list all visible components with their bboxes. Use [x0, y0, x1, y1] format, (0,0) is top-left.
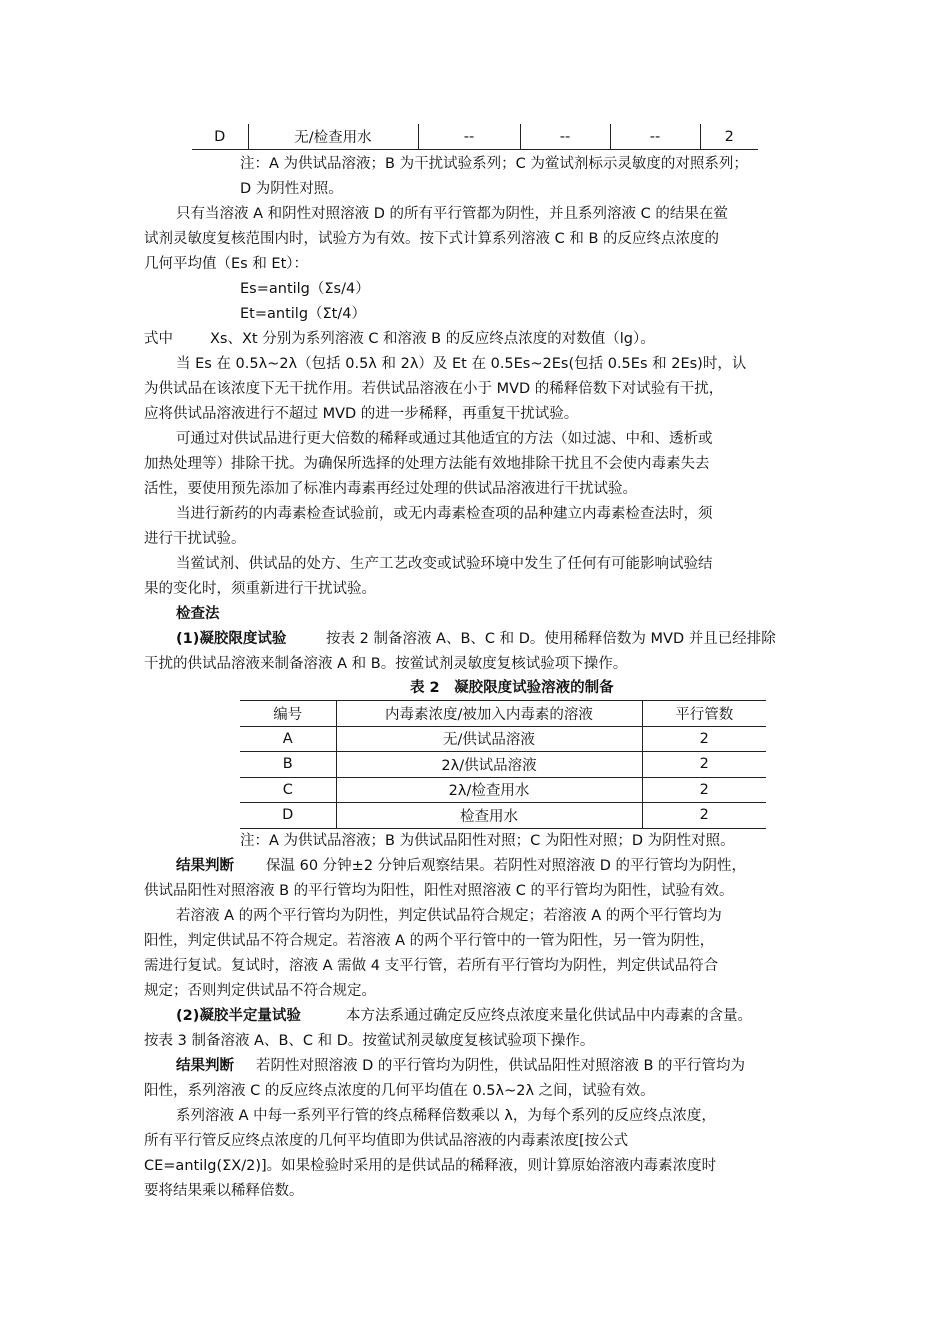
paragraph-line: 几何平均值（Es 和 Et）： — [144, 256, 309, 272]
table-row — [240, 726, 766, 752]
paragraph-line: 当鲎试剂、供试品的处方、生产工艺改变或试验环境中发生了任何有可能影响试验结 — [176, 556, 713, 572]
table-cell: 无/检查用水 — [248, 124, 418, 150]
table-cell: C — [240, 777, 336, 803]
paragraph-line: 本方法系通过确定反应终点浓度来量化供试品中内毒素的含量。 — [346, 1008, 752, 1024]
subsection-heading: (1)凝胶限度试验 — [176, 631, 287, 647]
paragraph-line: 系列溶液 A 中每一系列平行管的终点稀释倍数乘以 λ，为每个系列的反应终点浓度， — [176, 1108, 716, 1124]
table-header-cell: 编号 — [240, 701, 336, 727]
table-cell: D — [192, 124, 248, 150]
paragraph-line: 干扰的供试品溶液来制备溶液 A 和 B。按鲎试剂灵敏度复核试验项下操作。 — [144, 656, 628, 672]
table2 — [240, 700, 766, 829]
table-cell: A — [240, 726, 336, 752]
table-cell: D — [240, 803, 336, 829]
paragraph-line: 阳性，系列溶液 C 的反应终点浓度的几何平均值在 0.5λ~2λ 之间，试验有效。 — [144, 1083, 655, 1099]
paragraph-line: 需进行复试。复试时，溶液 A 需做 4 支平行管，若所有平行管均为阴性，判定供试品符合 — [144, 958, 719, 974]
where-label: 式中 — [144, 331, 173, 347]
table-cell: -- — [418, 124, 520, 150]
table-cell: 2 — [700, 124, 758, 150]
paragraph-line: 应将供试品溶液进行不超过 MVD 的进一步稀释，再重复干扰试验。 — [144, 406, 579, 422]
section-heading: 检查法 — [176, 606, 220, 622]
paragraph-line: 阳性，判定供试品不符合规定。若溶液 A 的两个平行管中的一管为阳性，另一管为阴性， — [144, 933, 715, 949]
table-cell: -- — [520, 124, 610, 150]
table2-caption: 表 2 凝胶限度试验溶液的制备 — [410, 680, 614, 696]
paragraph-line: 当进行新药的内毒素检查试验前，或无内毒素检查项的品种建立内毒素检查法时，须 — [176, 506, 713, 522]
table1-fragment — [192, 124, 758, 150]
paragraph-line: 保温 60 分钟±2 分钟后观察结果。若阴性对照溶液 D 的平行管均为阴性， — [266, 858, 747, 874]
table-header-cell: 内毒素浓度/被加入内毒素的溶液 — [336, 701, 642, 727]
table-row — [240, 752, 766, 778]
formula-es: Es=antilg（Σs/4） — [240, 281, 370, 297]
table-cell: 2 — [642, 752, 766, 778]
where-text: Xs、Xt 分别为系列溶液 C 和溶液 B 的反应终点浓度的对数值（lg）。 — [210, 331, 655, 347]
paragraph-line: 加热处理等）排除干扰。为确保所选择的处理方法能有效地排除干扰且不会使内毒素失去 — [144, 456, 710, 472]
table-cell: 2λ/供试品溶液 — [336, 752, 642, 778]
table-cell: 2 — [642, 803, 766, 829]
table-cell: 2 — [642, 777, 766, 803]
table2-note: 注：A 为供试品溶液；B 为供试品阳性对照；C 为阳性对照；D 为阴性对照。 — [240, 833, 735, 849]
paragraph-line: 活性，要使用预先添加了标准内毒素再经过处理的供试品溶液进行干扰试验。 — [144, 481, 637, 497]
paragraph-line: 按表 2 制备溶液 A、B、C 和 D。使用稀释倍数为 MVD 并且已经排除 — [326, 631, 776, 647]
paragraph-line: 为供试品在该浓度下无干扰作用。若供试品溶液在小于 MVD 的稀释倍数下对试验有干扰， — [144, 381, 724, 397]
paragraph-line: 供试品阳性对照溶液 B 的平行管均为阳性，阳性对照溶液 C 的平行管均为阳性，试验有效。 — [144, 883, 734, 899]
table-row — [240, 803, 766, 829]
table-header-row — [240, 701, 766, 727]
result-heading: 结果判断 — [176, 1058, 234, 1074]
paragraph-line: 规定；否则判定供试品不符合规定。 — [144, 983, 376, 999]
subsection-heading: (2)凝胶半定量试验 — [176, 1008, 301, 1024]
paragraph-line: 要将结果乘以稀释倍数。 — [144, 1183, 304, 1199]
paragraph-line: 若阴性对照溶液 D 的平行管均为阴性，供试品阳性对照溶液 B 的平行管均为 — [256, 1058, 746, 1074]
paragraph-line: 进行干扰试验。 — [144, 531, 246, 547]
paragraph-line: 当 Es 在 0.5λ~2λ（包括 0.5λ 和 2λ）及 Et 在 0.5Es~2Es(包括 0.5Es 和 2Es)时，认 — [176, 356, 747, 372]
table-cell: 2 — [642, 726, 766, 752]
table1-note-line: D 为阴性对照。 — [240, 181, 343, 197]
result-heading: 结果判断 — [176, 858, 234, 874]
table-cell: B — [240, 752, 336, 778]
formula-et: Et=antilg（Σt/4） — [240, 306, 366, 322]
table-cell: 检查用水 — [336, 803, 642, 829]
paragraph-line: 所有平行管反应终点浓度的几何平均值即为供试品溶液的内毒素浓度[按公式 — [144, 1133, 629, 1149]
paragraph-line: 果的变化时，须重新进行干扰试验。 — [144, 581, 376, 597]
paragraph-line: CE=antilg(ΣX/2)]。如果检验时采用的是供试品的稀释液，则计算原始溶液内毒素浓度时 — [144, 1158, 717, 1174]
table-cell: 2λ/检查用水 — [336, 777, 642, 803]
paragraph-line: 按表 3 制备溶液 A、B、C 和 D。按鲎试剂灵敏度复核试验项下操作。 — [144, 1033, 595, 1049]
table-header-cell: 平行管数 — [642, 701, 766, 727]
table-cell: 无/供试品溶液 — [336, 726, 642, 752]
paragraph-line: 只有当溶液 A 和阴性对照溶液 D 的所有平行管都为阴性，并且系列溶液 C 的结果在鲎 — [176, 206, 728, 222]
paragraph-line: 可通过对供试品进行更大倍数的稀释或通过其他适宜的方法（如过滤、中和、透析或 — [176, 431, 713, 447]
table-row — [240, 777, 766, 803]
paragraph-line: 若溶液 A 的两个平行管均为阴性，判定供试品符合规定；若溶液 A 的两个平行管均为 — [176, 908, 722, 924]
table1-note-line: 注：A 为供试品溶液；B 为干扰试验系列；C 为鲎试剂标示灵敏度的对照系列； — [240, 156, 748, 172]
table-row — [192, 124, 758, 150]
table-cell: -- — [610, 124, 700, 150]
paragraph-line: 试剂灵敏度复核范围内时，试验方为有效。按下式计算系列溶液 C 和 B 的反应终点浓度的 — [144, 231, 720, 247]
